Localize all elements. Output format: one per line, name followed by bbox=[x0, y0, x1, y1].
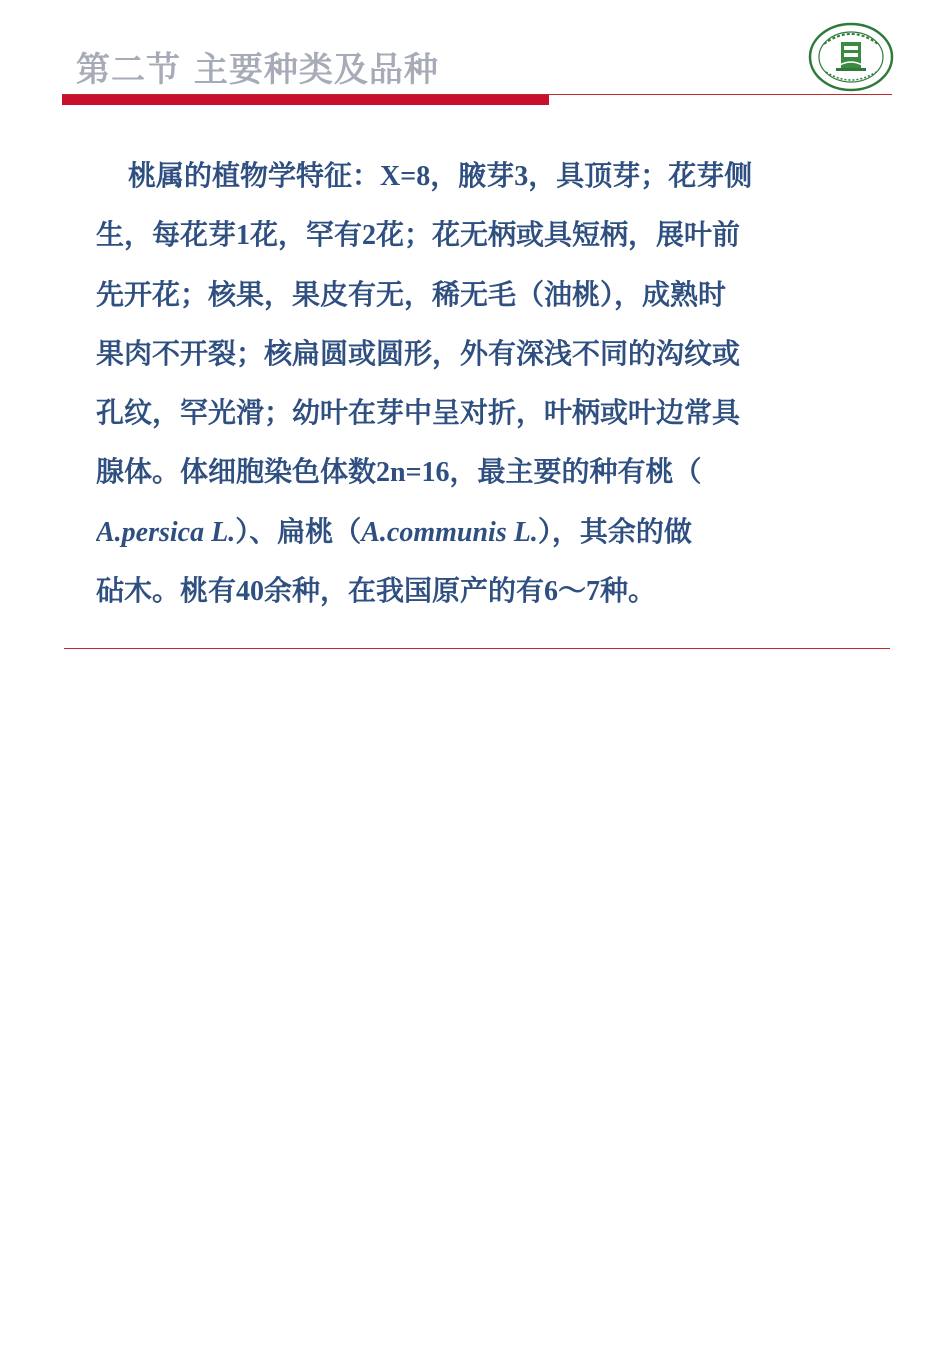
text-run: 花，罕有 bbox=[250, 218, 363, 252]
text-run: 桃属的植物学特征： bbox=[128, 159, 381, 192]
text-run: 花；花无柄或具短柄，展叶前 bbox=[376, 218, 741, 252]
text-run: 1 bbox=[236, 220, 251, 252]
paragraph-line bbox=[96, 265, 856, 324]
text-run: 生，每花芽 bbox=[96, 218, 237, 252]
text-run: 40 bbox=[236, 576, 265, 608]
text-run: 孔纹，罕光滑；幼叶在芽中呈对折，叶柄或叶边常具 bbox=[96, 396, 741, 430]
text-run: X=8 bbox=[380, 161, 431, 192]
page-title: 第二节 主要种类及品种 bbox=[76, 50, 439, 90]
text-run: 3 bbox=[514, 161, 529, 192]
paragraph-line bbox=[96, 442, 856, 501]
text-run: ）、扁桃（ bbox=[235, 514, 362, 548]
text-run: ，具顶芽；花芽侧 bbox=[528, 159, 753, 192]
paragraph-line bbox=[96, 146, 856, 205]
text-run: ，最主要的种有桃（ bbox=[449, 455, 702, 489]
text-run: 种。 bbox=[600, 574, 657, 608]
text-run: 6 bbox=[544, 576, 559, 608]
text-run: ），其余的做 bbox=[537, 514, 692, 548]
text-run: ～ bbox=[558, 574, 587, 608]
text-run: 腺体。体细胞染色体数 bbox=[96, 455, 377, 489]
text-run: ，腋芽 bbox=[430, 159, 515, 192]
text-run: 果肉不开裂；核扁圆或圆形，外有深浅不同的沟纹或 bbox=[96, 336, 741, 370]
paragraph-line bbox=[96, 561, 856, 620]
text-run: 余种，在我国原产的有 bbox=[264, 574, 545, 608]
species-name: A.communis L. bbox=[361, 516, 538, 548]
species-name: A.persica L. bbox=[96, 516, 236, 548]
text-run: 砧木。桃有 bbox=[96, 574, 237, 608]
footer-divider bbox=[64, 648, 890, 649]
university-seal-icon bbox=[808, 22, 894, 92]
text-run: 2 bbox=[362, 220, 377, 252]
paragraph-line bbox=[96, 205, 856, 264]
paragraph-line bbox=[96, 502, 856, 561]
paragraph-line bbox=[96, 324, 856, 383]
body-paragraph bbox=[96, 146, 856, 620]
header-divider-thick bbox=[62, 95, 549, 105]
text-run: 先开花；核果，果皮有无，稀无毛（油桃），成熟时 bbox=[96, 277, 727, 311]
paragraph-line bbox=[96, 383, 856, 442]
text-run: 7 bbox=[586, 576, 601, 608]
text-run: 2n=16 bbox=[376, 457, 450, 489]
